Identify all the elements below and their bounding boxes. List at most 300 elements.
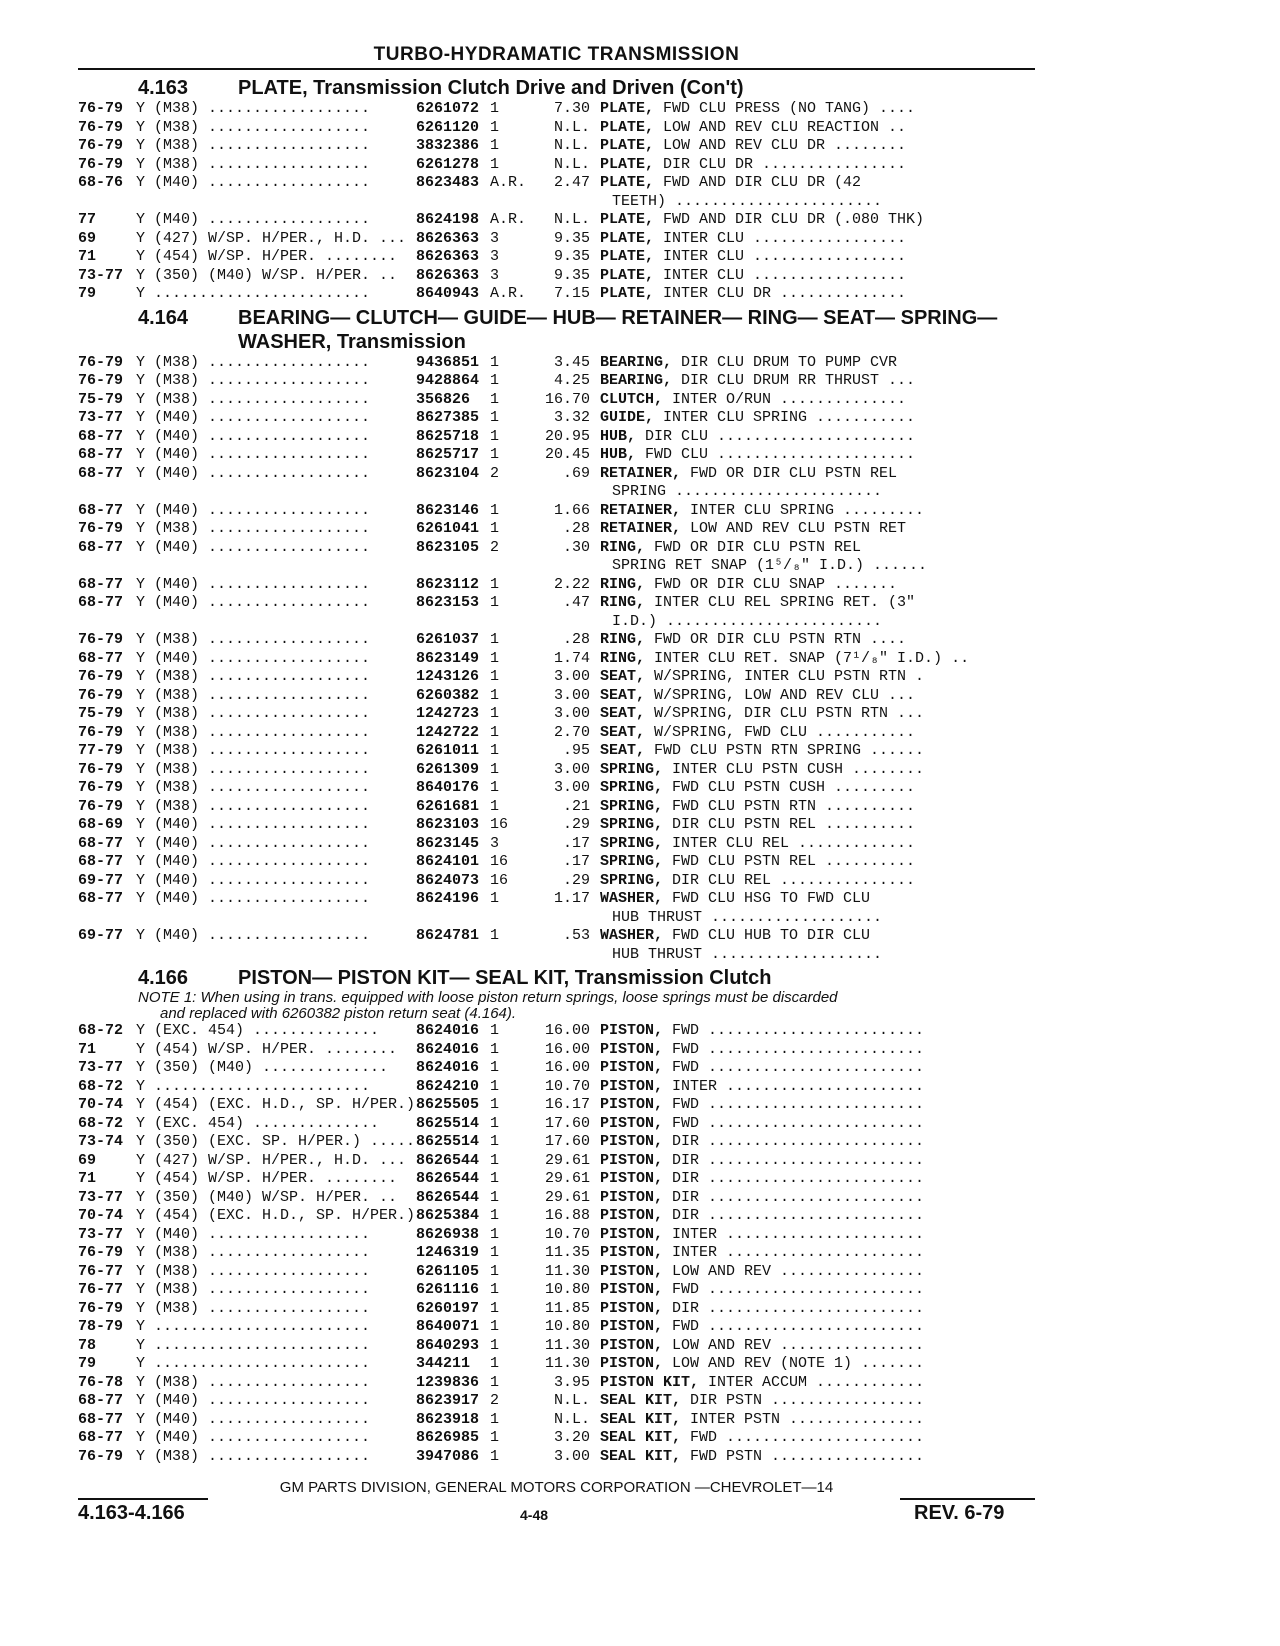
model-years: 71 — [78, 1170, 97, 1187]
description — [600, 1300, 1035, 1319]
quantity: 1 — [490, 779, 500, 796]
part-name: RING, — [600, 538, 646, 556]
application: Y (454) (EXC. H.D., SP. H/PER.) — [136, 1207, 416, 1224]
description — [600, 890, 1035, 927]
part-name: SEAL KIT, — [600, 1392, 682, 1409]
description — [600, 687, 1035, 706]
price: 1.74 — [553, 649, 590, 667]
quantity: 1 — [490, 1207, 500, 1224]
part-name: RING, — [600, 575, 646, 593]
description-line — [600, 761, 1035, 780]
part-row — [78, 372, 1035, 391]
description-line — [600, 650, 1035, 669]
part-row — [78, 465, 1035, 502]
part-detail: FWD ........................ — [663, 1281, 925, 1298]
description — [600, 1170, 1035, 1189]
description-line — [600, 1189, 1035, 1208]
quantity: 1 — [490, 390, 500, 408]
description-line — [600, 576, 1035, 595]
price: 11.30 — [544, 1262, 590, 1280]
model-years: 78-79 — [78, 1318, 124, 1335]
model-years: 69-77 — [78, 927, 124, 944]
header-rule — [78, 68, 1035, 70]
part-row — [78, 650, 1035, 669]
part-row — [78, 1337, 1035, 1356]
model-years: 75-79 — [78, 390, 124, 408]
price: 11.35 — [544, 1244, 590, 1261]
price: 1.17 — [553, 890, 590, 907]
part-detail: INTER CLU REL ............. — [663, 834, 916, 852]
price: .95 — [562, 742, 590, 759]
description-line — [600, 1226, 1035, 1245]
part-row — [78, 137, 1035, 156]
application: Y (350) (M40) W/SP. H/PER. .. — [136, 266, 398, 284]
price: .28 — [562, 520, 590, 537]
part-number: 1239836 — [416, 1373, 480, 1391]
part-number: 8625717 — [416, 446, 480, 463]
part-number: 8626544 — [416, 1170, 480, 1187]
description — [600, 779, 1035, 798]
description — [600, 428, 1035, 447]
description-line — [600, 1318, 1035, 1337]
part-row — [78, 1374, 1035, 1393]
description-line — [600, 100, 1035, 119]
part-number: 8624210 — [416, 1077, 480, 1095]
quantity: 1 — [490, 1281, 500, 1298]
quantity: 1 — [490, 1429, 500, 1446]
part-name: PLATE, — [600, 211, 655, 228]
part-name: SEAL KIT, — [600, 1429, 682, 1446]
part-detail: W/SPRING, DIR CLU PSTN RTN ... — [645, 705, 925, 722]
part-detail: FWD ........................ — [663, 1040, 925, 1058]
part-row — [78, 1411, 1035, 1430]
part-name: PLATE, — [600, 285, 655, 302]
description-line — [600, 354, 1035, 373]
description — [600, 798, 1035, 817]
description — [600, 1281, 1035, 1300]
model-years: 68-72 — [78, 1077, 124, 1095]
quantity: 3 — [490, 834, 500, 852]
application: Y (M40) .................. — [136, 1392, 371, 1409]
description-line — [600, 428, 1035, 447]
description-line — [600, 1078, 1035, 1097]
description-line — [600, 816, 1035, 835]
part-row — [78, 705, 1035, 724]
part-row — [78, 576, 1035, 595]
description — [600, 354, 1035, 373]
price: 7.30 — [553, 100, 590, 117]
description — [600, 502, 1035, 521]
price: 2.47 — [553, 174, 590, 191]
part-name: PISTON, — [600, 1188, 664, 1206]
application: Y (M38) .................. — [136, 1244, 371, 1261]
application: Y (M38) .................. — [136, 100, 371, 117]
application: Y (M38) .................. — [136, 372, 371, 389]
part-name: WASHER, — [600, 890, 664, 907]
application: Y (M38) .................. — [136, 723, 371, 741]
part-row — [78, 230, 1035, 249]
model-years: 76-79 — [78, 686, 124, 704]
part-row — [78, 1392, 1035, 1411]
quantity: 1 — [490, 594, 500, 611]
description — [600, 285, 1035, 304]
part-detail: INTER ACCUM ............ — [699, 1373, 925, 1391]
catalog-page — [78, 44, 1035, 1466]
part-row — [78, 1041, 1035, 1060]
application: Y (M38) .................. — [136, 760, 371, 778]
part-number: 6261037 — [416, 631, 480, 648]
application: Y (M40) .................. — [136, 174, 371, 191]
part-name: SEAT, — [600, 705, 646, 722]
part-detail: INTER CLU PSTN CUSH ........ — [663, 760, 925, 778]
description — [600, 100, 1035, 119]
part-number: 1246319 — [416, 1244, 480, 1261]
description — [600, 137, 1035, 156]
part-name: PISTON, — [600, 1244, 664, 1261]
part-detail: W/SPRING, INTER CLU PSTN RTN . — [645, 668, 925, 685]
quantity: 1 — [490, 100, 500, 117]
part-name: PISTON, — [600, 1022, 664, 1039]
part-number: 8626544 — [416, 1188, 480, 1206]
price: N.L. — [553, 118, 590, 136]
part-name: PISTON, — [600, 1318, 664, 1335]
part-row — [78, 446, 1035, 465]
part-number: 8640293 — [416, 1336, 480, 1354]
model-years: 76-79 — [78, 723, 124, 741]
quantity: 1 — [490, 1355, 500, 1372]
part-number: 3947086 — [416, 1447, 480, 1465]
part-row — [78, 594, 1035, 631]
price: 3.00 — [553, 760, 590, 778]
description-line — [600, 1374, 1035, 1393]
part-row — [78, 1207, 1035, 1226]
part-name: PLATE, — [600, 174, 655, 191]
price: 16.00 — [544, 1059, 590, 1076]
description — [600, 230, 1035, 249]
part-detail: LOW AND REV (NOTE 1) ....... — [663, 1355, 925, 1372]
part-number: 9428864 — [416, 372, 480, 389]
part-row — [78, 835, 1035, 854]
quantity: 16 — [490, 871, 509, 889]
application: Y (M38) .................. — [136, 1262, 371, 1280]
part-name: PLATE, — [600, 137, 655, 154]
description-line — [600, 156, 1035, 175]
description — [600, 156, 1035, 175]
application: Y (M40) .................. — [136, 501, 371, 519]
model-years: 68-69 — [78, 816, 124, 833]
part-row — [78, 724, 1035, 743]
description — [600, 248, 1035, 267]
part-number: 8625505 — [416, 1096, 480, 1113]
description-line — [600, 1022, 1035, 1041]
price: 16.00 — [544, 1022, 590, 1039]
part-row — [78, 1115, 1035, 1134]
price: 16.00 — [544, 1040, 590, 1058]
part-detail: LOW AND REV ................ — [663, 1262, 925, 1280]
description — [600, 742, 1035, 761]
part-name: BEARING, — [600, 372, 673, 389]
part-name: PLATE, — [600, 266, 655, 284]
part-detail: FWD CLU PSTN REL .......... — [663, 853, 916, 870]
part-name: SPRING, — [600, 816, 664, 833]
part-name: PISTON, — [600, 1077, 664, 1095]
quantity: 1 — [490, 1170, 500, 1187]
quantity: 1 — [490, 723, 500, 741]
description-line — [600, 391, 1035, 410]
part-name: PISTON, — [600, 1170, 664, 1187]
part-number: 6261278 — [416, 155, 480, 173]
price: .69 — [562, 464, 590, 482]
application: Y ........................ — [136, 1077, 371, 1095]
description-line — [600, 1244, 1035, 1263]
application: Y ........................ — [136, 1318, 371, 1335]
description — [600, 761, 1035, 780]
description-line — [600, 1300, 1035, 1319]
part-name: GUIDE, — [600, 409, 655, 426]
application: Y (M40) .................. — [136, 816, 371, 833]
part-row — [78, 174, 1035, 211]
part-detail: FWD AND DIR CLU DR (.080 THK) — [654, 211, 925, 228]
price: .28 — [562, 631, 590, 648]
application: Y (M40) .................. — [136, 538, 371, 556]
description-line — [600, 211, 1035, 230]
quantity: 1 — [490, 1318, 500, 1335]
part-row — [78, 267, 1035, 286]
description — [600, 1226, 1035, 1245]
description — [600, 1244, 1035, 1263]
part-detail: LOW AND REV CLU REACTION .. — [654, 118, 907, 136]
part-detail: DIR CLU ...................... — [636, 427, 916, 445]
part-number: 8640071 — [416, 1318, 480, 1335]
part-number: 6261011 — [416, 742, 480, 759]
part-detail: INTER CLU ................. — [654, 229, 907, 247]
application: Y (EXC. 454) .............. — [136, 1114, 380, 1132]
price: 29.61 — [544, 1188, 590, 1206]
part-number: 8624016 — [416, 1059, 480, 1076]
application: Y (M40) .................. — [136, 446, 371, 463]
application: Y (M38) .................. — [136, 631, 371, 648]
description-line — [600, 742, 1035, 761]
part-row — [78, 520, 1035, 539]
model-years: 76-79 — [78, 631, 124, 648]
description-line — [600, 631, 1035, 650]
part-detail: FWD ........................ — [663, 1318, 925, 1335]
part-name: HUB, — [600, 427, 637, 445]
part-detail: INTER ...................... — [663, 1244, 925, 1261]
application: Y (M40) .................. — [136, 871, 371, 889]
part-number: 6261309 — [416, 760, 480, 778]
description — [600, 119, 1035, 138]
application: Y (M40) .................. — [136, 834, 371, 852]
part-row — [78, 631, 1035, 650]
part-name: PISTON, — [600, 1336, 664, 1354]
part-detail: FWD CLU HSG TO FWD CLU — [663, 890, 871, 907]
description-continuation: SPRING RET SNAP (1⁵/₈" I.D.) ...... — [612, 557, 928, 574]
description — [600, 1059, 1035, 1078]
section-title: PLATE, Transmission Clutch Drive and Driven (Con't) — [238, 77, 744, 99]
part-detail: LOW AND REV CLU PSTN RET — [681, 520, 907, 537]
part-number: 8625718 — [416, 427, 480, 445]
application: Y (M38) .................. — [136, 797, 371, 815]
model-years: 68-77 — [78, 501, 124, 519]
part-detail: DIR ........................ — [663, 1151, 925, 1169]
description-line — [600, 1281, 1035, 1300]
price: N.L. — [553, 1410, 590, 1428]
description — [600, 1189, 1035, 1208]
price: 3.00 — [553, 779, 590, 796]
price: 20.95 — [544, 427, 590, 445]
part-detail: DIR ........................ — [663, 1133, 925, 1150]
quantity: 16 — [490, 816, 509, 833]
application: Y (M38) .................. — [136, 137, 371, 154]
model-years: 76-79 — [78, 155, 124, 173]
description-line — [600, 1115, 1035, 1134]
description — [600, 835, 1035, 854]
part-number: 8624016 — [416, 1040, 480, 1058]
model-years: 68-76 — [78, 174, 124, 191]
quantity: 1 — [490, 1373, 500, 1391]
section-number: 4.163 — [138, 77, 189, 99]
application: Y (M38) .................. — [136, 1281, 371, 1298]
part-number: 8623145 — [416, 834, 480, 852]
section-number: 4.164 — [138, 306, 189, 329]
part-detail: FWD ...................... — [681, 1429, 925, 1446]
application: Y ........................ — [136, 1336, 371, 1354]
part-row — [78, 1263, 1035, 1282]
part-row — [78, 119, 1035, 138]
description-line — [600, 872, 1035, 891]
description-line — [600, 137, 1035, 156]
quantity: 1 — [490, 797, 500, 815]
description-line — [600, 465, 1035, 484]
price: 20.45 — [544, 446, 590, 463]
quantity: 2 — [490, 538, 500, 556]
price: 3.95 — [553, 1373, 590, 1391]
price: 1.66 — [553, 501, 590, 519]
description — [600, 927, 1035, 964]
quantity: 1 — [490, 446, 500, 463]
quantity: A.R. — [490, 285, 527, 302]
application: Y (M38) .................. — [136, 779, 371, 796]
quantity: 1 — [490, 1188, 500, 1206]
part-detail: DIR ........................ — [663, 1207, 925, 1224]
application: Y (454) W/SP. H/PER. ........ — [136, 248, 398, 265]
part-detail: INTER CLU SPRING ........... — [654, 409, 916, 426]
description-line — [600, 1133, 1035, 1152]
footer-publisher: GM PARTS DIVISION, GENERAL MOTORS CORPORATION —CHEVROLET—14 — [279, 1479, 834, 1496]
part-detail: DIR ........................ — [663, 1188, 925, 1206]
model-years: 68-77 — [78, 1392, 124, 1409]
part-number: 8640943 — [416, 285, 480, 302]
part-row — [78, 1133, 1035, 1152]
price: 16.70 — [544, 390, 590, 408]
application: Y (350) (M40) W/SP. H/PER. .. — [136, 1188, 398, 1206]
quantity: 1 — [490, 705, 500, 722]
part-number: 8626985 — [416, 1429, 480, 1446]
description-line — [600, 520, 1035, 539]
part-number: 6261120 — [416, 118, 480, 136]
model-years: 70-74 — [78, 1096, 124, 1113]
application: Y (454) W/SP. H/PER. ........ — [136, 1170, 398, 1187]
part-row — [78, 687, 1035, 706]
part-number: 6261116 — [416, 1281, 480, 1298]
quantity: 1 — [490, 137, 500, 154]
price: .29 — [562, 816, 590, 833]
price: 3.00 — [553, 686, 590, 704]
part-detail: INTER ...................... — [663, 1077, 925, 1095]
part-detail: FWD OR DIR CLU PSTN REL — [681, 464, 898, 482]
part-name: SPRING, — [600, 779, 664, 796]
part-name: PLATE, — [600, 248, 655, 265]
description-line — [600, 1263, 1035, 1282]
model-years: 75-79 — [78, 705, 124, 722]
part-number: 1243126 — [416, 668, 480, 685]
model-years: 73-74 — [78, 1133, 124, 1150]
part-number: 9436851 — [416, 353, 480, 371]
application: Y (427) W/SP. H/PER., H.D. ... — [136, 1151, 407, 1169]
quantity: 1 — [490, 1151, 500, 1169]
application: Y (M40) .................. — [136, 211, 371, 228]
description-continuation: HUB THRUST ................... — [612, 945, 883, 963]
section-heading — [78, 306, 1035, 354]
quantity: 1 — [490, 409, 500, 426]
model-years: 73-77 — [78, 1225, 124, 1243]
price: 29.61 — [544, 1170, 590, 1187]
quantity: 1 — [490, 1336, 500, 1354]
part-detail: FWD CLU ...................... — [636, 446, 916, 463]
model-years: 76-79 — [78, 353, 124, 371]
model-years: 68-77 — [78, 575, 124, 593]
part-number: 8626544 — [416, 1151, 480, 1169]
part-detail: INTER CLU DR .............. — [654, 285, 907, 302]
part-row — [78, 816, 1035, 835]
description — [600, 668, 1035, 687]
part-name: RETAINER, — [600, 464, 682, 482]
part-detail: FWD ........................ — [663, 1114, 925, 1132]
part-row — [78, 211, 1035, 230]
part-name: PLATE, — [600, 100, 655, 117]
description — [600, 465, 1035, 502]
application: Y (M38) .................. — [136, 705, 371, 722]
part-detail: DIR CLU REL ............... — [663, 871, 916, 889]
part-row — [78, 354, 1035, 373]
model-years: 79 — [78, 285, 97, 302]
quantity: 1 — [490, 427, 500, 445]
part-name: PLATE, — [600, 229, 655, 247]
part-detail: DIR CLU DRUM RR THRUST ... — [672, 372, 916, 389]
part-row — [78, 1022, 1035, 1041]
price: 2.70 — [553, 723, 590, 741]
model-years: 76-79 — [78, 520, 124, 537]
model-years: 76-79 — [78, 760, 124, 778]
part-number: 8627385 — [416, 409, 480, 426]
model-years: 68-77 — [78, 427, 124, 445]
quantity: 1 — [490, 760, 500, 778]
description-line — [600, 798, 1035, 817]
part-name: PISTON KIT, — [600, 1373, 700, 1391]
part-name: HUB, — [600, 446, 637, 463]
part-detail: FWD ........................ — [663, 1022, 925, 1039]
part-name: SEAT, — [600, 742, 646, 759]
description-line — [600, 372, 1035, 391]
quantity: 1 — [490, 118, 500, 136]
quantity: 1 — [490, 742, 500, 759]
part-row — [78, 1318, 1035, 1337]
part-detail: FWD PSTN ................. — [681, 1447, 925, 1465]
price: 2.22 — [553, 575, 590, 593]
part-name: PLATE, — [600, 155, 655, 173]
price: 3.45 — [553, 353, 590, 371]
